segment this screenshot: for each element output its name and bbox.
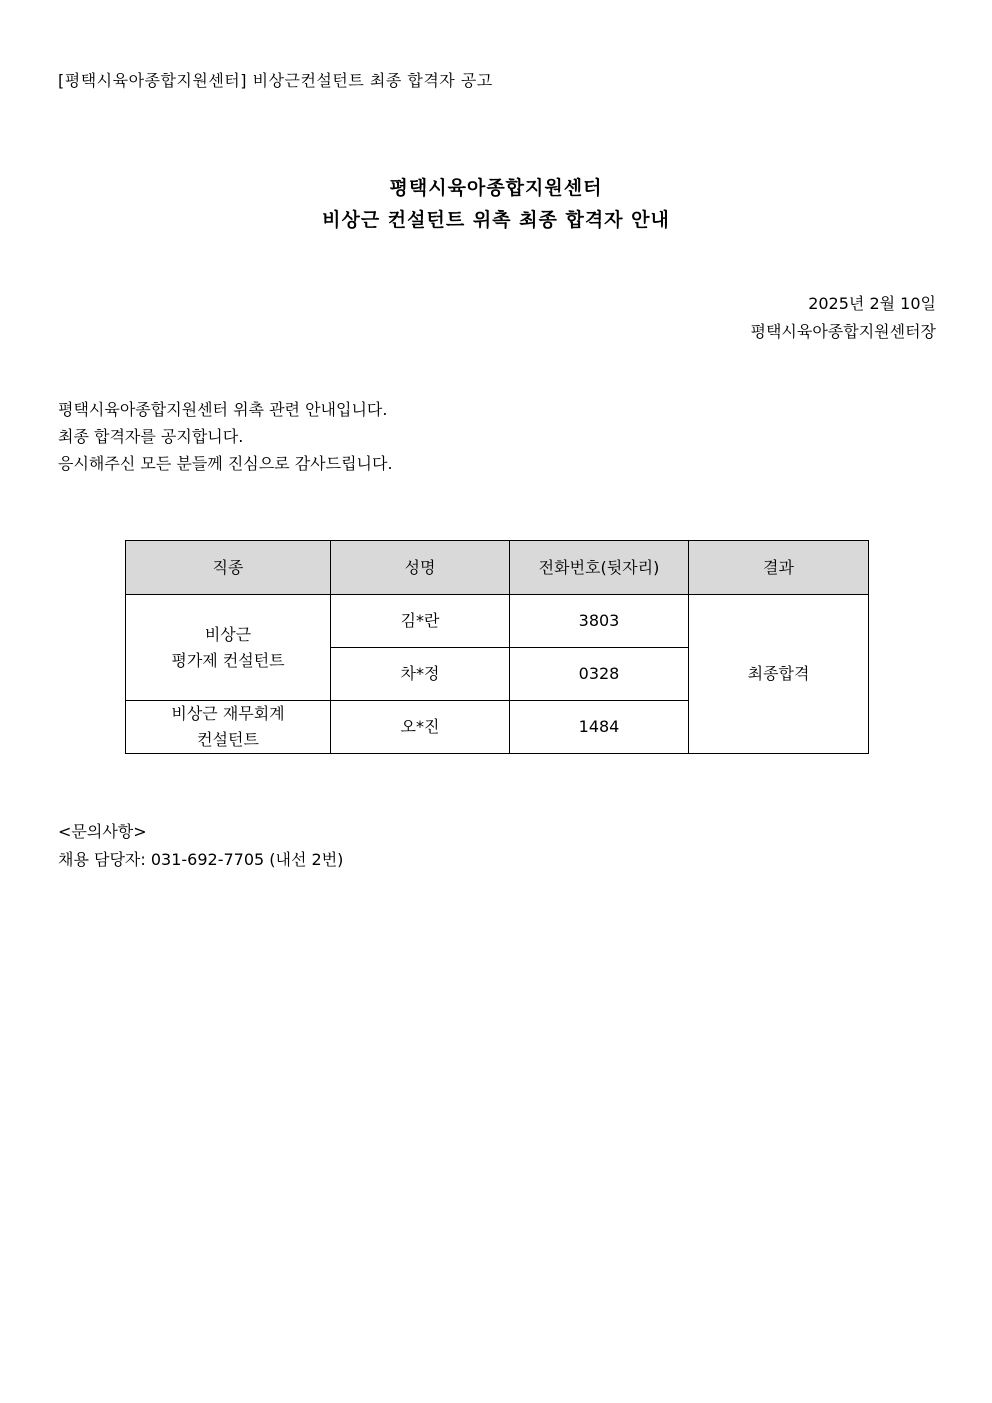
name-cell: 차*정 [331, 648, 510, 701]
title-line-1: 평택시육아종합지원센터 [389, 177, 603, 199]
phone-cell: 3803 [510, 595, 689, 648]
issue-info [751, 290, 936, 346]
notice-header: [평택시육아종합지원센터] 비상근컨설턴트 최종 합격자 공고 [58, 71, 493, 90]
header-job-type: 직종 [126, 541, 331, 595]
result-cell: 최종합격 [689, 595, 869, 754]
intro-line-1: 평택시육아종합지원센터 위촉 관련 안내입니다. [58, 400, 388, 419]
job-type-line: 비상근 재무회계 [171, 704, 285, 723]
contact-heading: <문의사항> [58, 822, 147, 841]
job-type-cell [126, 701, 331, 754]
header-phone: 전화번호(뒷자리) [510, 541, 689, 595]
document-title [0, 172, 992, 236]
header-name: 성명 [331, 541, 510, 595]
contact-detail: 채용 담당자: 031-692-7705 (내선 2번) [58, 850, 344, 869]
issue-date: 2025년 2월 10일 [808, 294, 936, 313]
phone-cell: 1484 [510, 701, 689, 754]
intro-text [58, 396, 393, 477]
job-type-line: 평가제 컨설턴트 [171, 650, 285, 670]
name-cell: 김*란 [331, 595, 510, 648]
header-result: 결과 [689, 541, 869, 595]
issuer-name: 평택시육아종합지원센터장 [750, 322, 936, 341]
job-type-line: 비상근 [204, 624, 252, 644]
contact-info [58, 818, 343, 874]
job-type-cell [126, 595, 331, 701]
title-line-2: 비상근 컨설턴트 위촉 최종 합격자 안내 [322, 209, 670, 231]
table-row [126, 595, 869, 648]
table-header-row [126, 541, 869, 595]
results-table [125, 540, 869, 754]
name-cell: 오*진 [331, 701, 510, 754]
intro-line-3: 응시해주신 모든 분들께 진심으로 감사드립니다. [58, 454, 393, 473]
phone-cell: 0328 [510, 648, 689, 701]
job-type-line: 컨설턴트 [197, 730, 259, 749]
intro-line-2: 최종 합격자를 공지합니다. [58, 427, 244, 446]
